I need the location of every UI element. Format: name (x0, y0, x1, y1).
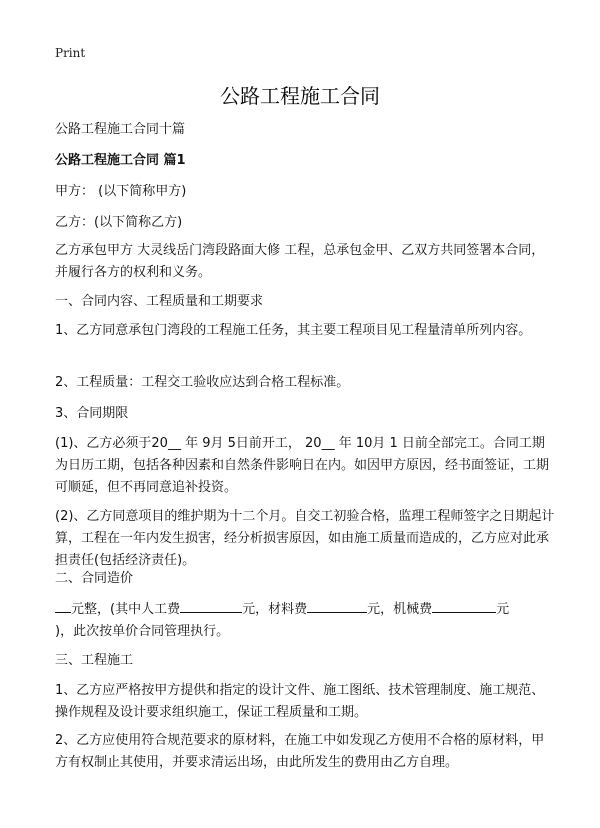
section2-heading: 二、合同造价 (55, 571, 134, 586)
print-link[interactable]: Print (55, 46, 86, 60)
party-a-line: 甲方： (以下简称甲方) (55, 184, 187, 199)
section3-heading: 三、工程施工 (55, 653, 134, 668)
machinery-cost-blank[interactable] (432, 598, 496, 613)
section1-item3: 3、合同期限 (55, 406, 129, 421)
price-text-a: 元整，(其中人工费 (71, 602, 181, 617)
term-paragraph-2: (2)、乙方同意项目的维护期为十二个月。自交工初验合格，监理工程师签字之日期起计算，工程在一年内发生损害，经分析损害原因，如由施工质量而造成的，乙方应对此承担责任(包括经济责任)。 (55, 509, 555, 568)
document-title: 公路工程施工合同 (220, 84, 380, 108)
price-total-blank[interactable] (55, 598, 71, 613)
labor-cost-blank[interactable] (180, 598, 242, 613)
document-subtitle: 公路工程施工合同十篇 (55, 122, 186, 137)
section3-item1: 1、乙方应严格按甲方提供和指定的设计文件、施工图纸、技术管理制度、施工规范、操作规程及设计要求组织施工，保证工程质量和工期。 (55, 683, 545, 720)
section1-item1: 1、乙方同意承包门湾段的工程施工任务，其主要工程项目见工程量清单所列内容。 (55, 323, 532, 338)
price-text-d: 元 (496, 602, 510, 617)
material-cost-blank[interactable] (307, 598, 367, 613)
price-text-b: 元，材料费 (242, 602, 308, 617)
section1-heading: 一、合同内容、工程质量和工期要求 (55, 294, 264, 309)
price-text-e: )，此次按单价合同管理执行。 (55, 624, 230, 639)
section1-item2: 2、工程质量：工程交工验收应达到合格工程标准。 (55, 375, 350, 390)
price-text-c: 元，机械费 (367, 602, 433, 617)
section-heading: 公路工程施工合同 篇1 (55, 153, 186, 168)
intro-paragraph: 乙方承包甲方 大灵线岳门湾段路面大修 工程，总承包金甲、乙双方共同签署本合同，并履行各方的权利和义务。 (55, 243, 545, 280)
section3-item2: 2、乙方应使用符合规范要求的原材料，在施工中如发现乙方使用不合格的原材料，甲方有权制止其使用，并要求清运出场，由此所发生的费用由乙方自理。 (55, 733, 545, 770)
term-paragraph-1: (1)、乙方必须于20__ 年 9月 5日前开工， 20__ 年 10月 1 日前全部完工。合同工期为日历工期，包括各种因素和自然条件影响日在内。如因甲方原因，经书面签证，工期可顺延，但不再同意追补投资。 (55, 436, 550, 495)
party-b-line: 乙方：(以下简称乙方) (55, 215, 183, 230)
price-paragraph (55, 598, 555, 643)
